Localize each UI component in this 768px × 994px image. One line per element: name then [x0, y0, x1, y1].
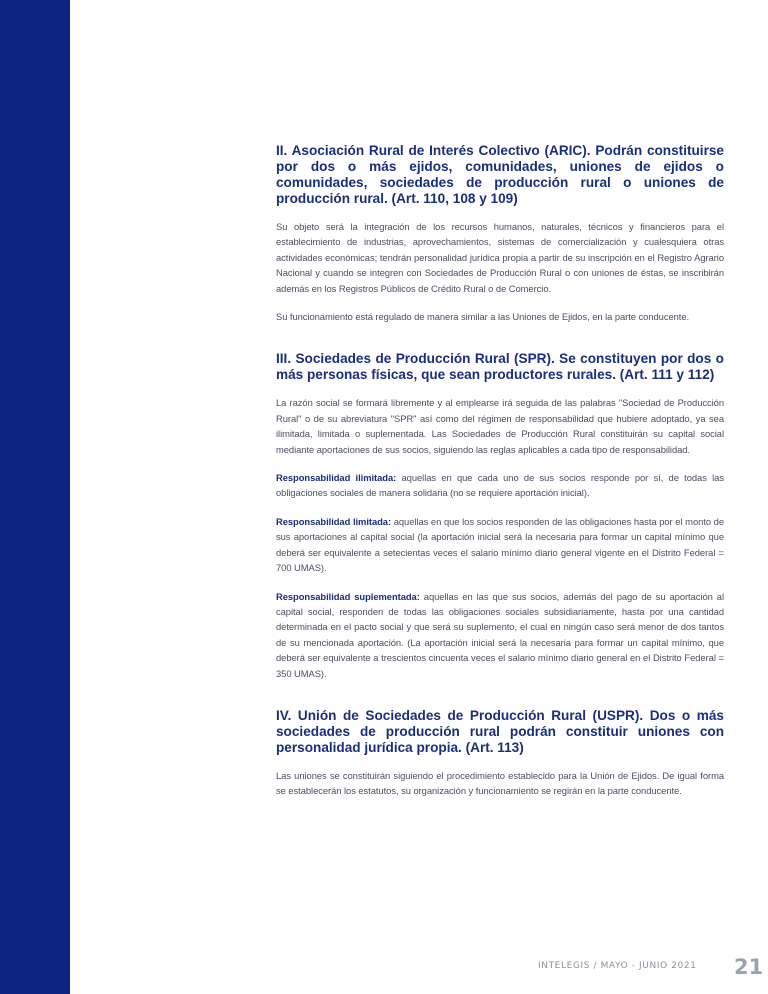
definition-suplementada — [276, 589, 724, 681]
section-heading-uspr: IV. Unión de Sociedades de Producción Rural (USPR). Dos o más sociedades de producción rural podrán constituir uniones con personalidad jurídica propia. (Art. 113) — [276, 707, 724, 755]
definition-limitada — [276, 514, 724, 576]
article-body — [276, 143, 724, 799]
paragraph: Las uniones se constituirán siguiendo el procedimiento establecido para la Unión de Ejidos. De igual forma se establecerán los estatutos, su organización y funcionamiento se regirán en la parte conducente. — [276, 769, 724, 797]
sidebar-accent-bar — [0, 0, 70, 994]
definition-text: aquellas en las que sus socios, además del pago de su aportación al capital social, responden de todas las obligaciones sociales subsidiariamente, hasta por una cantidad determinada en el pacto social y que será su suplemento, el cual en ningún caso será menor de dos tantos de su mencionada aportación. (La aportación inicial será la necesaria para formar un capital mínimo, que deberá ser equivalente a trescientos cincuenta veces el salario mínimo diario general en el Distrito Federal = 350 UMAS). — [276, 590, 724, 679]
definition-term: Responsabilidad ilimitada: — [276, 472, 397, 484]
section-heading-spr: III. Sociedades de Producción Rural (SPR). Se constituyen por dos o más personas físicas, que sean productores rurales. (Art. 111 y 112) — [276, 351, 724, 383]
footer-publication-info: INTELEGIS / MAYO - JUNIO 2021 — [538, 961, 697, 971]
definition-term: Responsabilidad suplementada: — [276, 590, 420, 602]
page-number: 21 — [734, 955, 764, 979]
paragraph: Su objeto será la integración de los recursos humanos, naturales, técnicos y financieros para el establecimiento de industrias, aprovechamientos, sistemas de comercialización y cualesquiera otras actividades económicas; tendrán personalidad jurídica propia a partir de su inscripción en el Registro Agrario Nacional y cuando se integren con Sociedades de Producción Rural o con uniones de éstas, se inscribirán además en los Registros Públicos de Crédito Rural o de Comercio. — [276, 221, 724, 294]
definition-term: Responsabilidad limitada: — [276, 515, 392, 527]
paragraph: Su funcionamiento está regulado de manera similar a las Uniones de Ejidos, en la parte conducente. — [276, 311, 690, 323]
section-heading-aric: II. Asociación Rural de Interés Colectivo (ARIC). Podrán constituirse por dos o más ejidos, comunidades, uniones de ejidos o comunidades, sociedades de producción rural o uniones de producción rural. (Art. 110, 108 y 109) — [276, 143, 724, 206]
paragraph: La razón social se formará libremente y al emplearse irá seguida de las palabras "Sociedad de Producción Rural" o de su abreviatura "SPR" así como del régimen de responsabilidad que hubiere adoptado, ya sea ilimitada, limitada o suplementada. Las Sociedades de Producción Rural constituirán su capital social mediante aportaciones de sus socios, siguiendo las reglas aplicables a cada tipo de responsabilidad. — [276, 397, 724, 455]
definition-text: aquellas en que los socios responden de las obligaciones hasta por el monto de sus aportaciones al capital social (la aportación inicial será la necesaria para formar un capital mínimo que deberá ser equivalente a setecientas veces el salario mínimo diario general vigente en el Distrito Federal = 700 UMAS). — [276, 515, 724, 574]
definition-ilimitada — [276, 470, 724, 501]
definition-text: aquellas en que cada uno de sus socios responde por sí, de todas las obligaciones sociales de manera solidaria (no se requiere aportación inicial). — [276, 472, 724, 499]
